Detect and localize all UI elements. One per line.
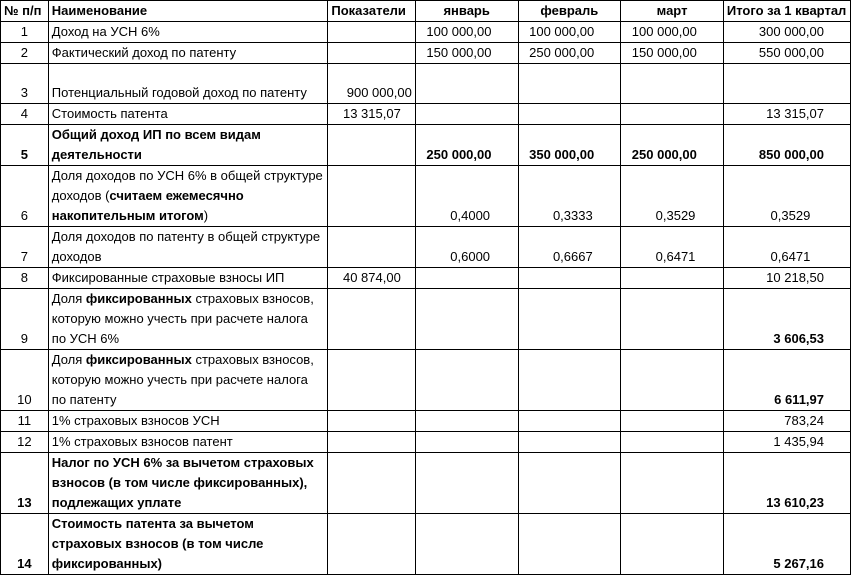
- cell-february[interactable]: [518, 268, 621, 289]
- cell-name[interactable]: Стоимость патента: [48, 104, 328, 125]
- cell-number[interactable]: 4: [1, 104, 49, 125]
- table-row: [1, 411, 851, 432]
- header-row: [1, 1, 851, 22]
- col-header-march[interactable]: март: [621, 1, 724, 22]
- cell-february[interactable]: 350 000,00: [518, 125, 621, 166]
- cell-name[interactable]: Фактический доход по патенту: [48, 43, 328, 64]
- table-row: [1, 64, 851, 104]
- cell-february[interactable]: 0,6667: [518, 227, 621, 268]
- cell-total[interactable]: 6 611,97: [723, 350, 850, 411]
- table-row: [1, 289, 851, 350]
- cell-indicator[interactable]: [328, 432, 415, 453]
- name-emphasis: фиксированных: [85, 352, 192, 367]
- name-text: Доля доходов по УСН 6% в общей структуре доходов (: [51, 168, 323, 203]
- col-header-indicators[interactable]: Показатели: [328, 1, 415, 22]
- cell-february[interactable]: 100 000,00: [518, 22, 621, 43]
- cell-total[interactable]: 850 000,00: [723, 125, 850, 166]
- cell-total[interactable]: 3 606,53: [723, 289, 850, 350]
- cell-march[interactable]: [621, 104, 724, 125]
- cell-indicator[interactable]: [328, 514, 415, 575]
- name-emphasis: фиксированных: [85, 291, 192, 306]
- name-text-end: страховых взносов, которую можно учесть при расчете налога по патенту: [51, 352, 314, 407]
- cell-february[interactable]: [518, 104, 621, 125]
- cell-number[interactable]: 1: [1, 22, 49, 43]
- cell-name[interactable]: Стоимость патента за вычетом страховых взносов (в том числе фиксированных): [48, 514, 328, 575]
- cell-february[interactable]: [518, 289, 621, 350]
- cell-name[interactable]: 1% страховых взносов патент: [48, 432, 328, 453]
- cell-january[interactable]: 150 000,00: [415, 43, 518, 64]
- cell-number[interactable]: 7: [1, 227, 49, 268]
- cell-march[interactable]: 150 000,00: [621, 43, 724, 64]
- cell-name[interactable]: Фиксированные страховые взносы ИП: [48, 268, 328, 289]
- col-header-number[interactable]: № п/п: [1, 1, 49, 22]
- col-header-quarter-total[interactable]: Итого за 1 квартал: [723, 1, 850, 22]
- cell-january[interactable]: [415, 514, 518, 575]
- cell-march[interactable]: 0,3529: [621, 166, 724, 227]
- col-header-february[interactable]: февраль: [518, 1, 621, 22]
- cell-february[interactable]: [518, 350, 621, 411]
- cell-indicator[interactable]: 40 874,00: [328, 268, 415, 289]
- cell-january[interactable]: [415, 64, 518, 104]
- cell-number[interactable]: 8: [1, 268, 49, 289]
- cell-february[interactable]: [518, 64, 621, 104]
- name-emphasis: считаем ежемесячно накопительным итогом: [51, 188, 244, 223]
- cell-february[interactable]: [518, 453, 621, 514]
- cell-february[interactable]: 0,3333: [518, 166, 621, 227]
- cell-march[interactable]: 0,6471: [621, 227, 724, 268]
- cell-indicator[interactable]: [328, 22, 415, 43]
- cell-february[interactable]: [518, 514, 621, 575]
- cell-name[interactable]: Доля доходов по патенту в общей структуре доходов: [48, 227, 328, 268]
- cell-january[interactable]: [415, 411, 518, 432]
- cell-march[interactable]: [621, 432, 724, 453]
- cell-total[interactable]: 783,24: [723, 411, 850, 432]
- table-row: [1, 166, 851, 227]
- cell-january[interactable]: 0,6000: [415, 227, 518, 268]
- cell-indicator[interactable]: [328, 289, 415, 350]
- cell-name[interactable]: [48, 289, 328, 350]
- cell-number[interactable]: 13: [1, 453, 49, 514]
- cell-number[interactable]: 12: [1, 432, 49, 453]
- table-row: [1, 22, 851, 43]
- cell-march[interactable]: 250 000,00: [621, 125, 724, 166]
- cell-total[interactable]: 300 000,00: [723, 22, 850, 43]
- table-row: [1, 432, 851, 453]
- cell-total[interactable]: 550 000,00: [723, 43, 850, 64]
- cell-january[interactable]: [415, 453, 518, 514]
- cell-january[interactable]: [415, 104, 518, 125]
- cell-march[interactable]: [621, 268, 724, 289]
- table-row: [1, 227, 851, 268]
- cell-number[interactable]: 2: [1, 43, 49, 64]
- cell-january[interactable]: [415, 350, 518, 411]
- cell-number[interactable]: 5: [1, 125, 49, 166]
- cell-number[interactable]: 14: [1, 514, 49, 575]
- name-text-end: ): [203, 208, 209, 223]
- cell-total[interactable]: 13 610,23: [723, 453, 850, 514]
- cell-february[interactable]: [518, 432, 621, 453]
- cell-january[interactable]: 250 000,00: [415, 125, 518, 166]
- cell-indicator[interactable]: [328, 453, 415, 514]
- name-text-end: страховых взносов, которую можно учесть при расчете налога по УСН 6%: [51, 291, 314, 346]
- cell-march[interactable]: 100 000,00: [621, 22, 724, 43]
- cell-name[interactable]: [48, 350, 328, 411]
- cell-january[interactable]: [415, 268, 518, 289]
- cell-indicator[interactable]: [328, 350, 415, 411]
- cell-march[interactable]: [621, 453, 724, 514]
- table-row: [1, 43, 851, 64]
- cell-number[interactable]: 6: [1, 166, 49, 227]
- cell-total[interactable]: 0,3529: [723, 166, 850, 227]
- cell-name[interactable]: Потенциальный годовой доход по патенту: [48, 64, 328, 104]
- table-row: [1, 514, 851, 575]
- cell-january[interactable]: 100 000,00: [415, 22, 518, 43]
- cell-march[interactable]: [621, 289, 724, 350]
- cell-total[interactable]: 0,6471: [723, 227, 850, 268]
- name-text: Доля: [51, 352, 86, 367]
- cell-name[interactable]: Доход на УСН 6%: [48, 22, 328, 43]
- table-row: [1, 104, 851, 125]
- cell-total[interactable]: [723, 64, 850, 104]
- cell-name[interactable]: Общий доход ИП по всем видам деятельности: [48, 125, 328, 166]
- col-header-january[interactable]: январь: [415, 1, 518, 22]
- cell-number[interactable]: 3: [1, 64, 49, 104]
- table-row: [1, 268, 851, 289]
- table-row: [1, 125, 851, 166]
- name-text: Доля: [51, 291, 86, 306]
- cell-total[interactable]: 5 267,16: [723, 514, 850, 575]
- cell-total[interactable]: 1 435,94: [723, 432, 850, 453]
- cell-january[interactable]: [415, 289, 518, 350]
- cell-name[interactable]: 1% страховых взносов УСН: [48, 411, 328, 432]
- cell-indicator[interactable]: 900 000,00: [328, 64, 415, 104]
- cell-january[interactable]: 0,4000: [415, 166, 518, 227]
- cell-february[interactable]: [518, 411, 621, 432]
- cell-indicator[interactable]: [328, 166, 415, 227]
- cell-name[interactable]: Налог по УСН 6% за вычетом страховых взносов (в том числе фиксированных), подлежащих уплате: [48, 453, 328, 514]
- cell-number[interactable]: 11: [1, 411, 49, 432]
- cell-number[interactable]: 9: [1, 289, 49, 350]
- cell-march[interactable]: [621, 64, 724, 104]
- cell-january[interactable]: [415, 432, 518, 453]
- cell-indicator[interactable]: [328, 411, 415, 432]
- cell-march[interactable]: [621, 411, 724, 432]
- cell-indicator[interactable]: [328, 227, 415, 268]
- col-header-name[interactable]: Наименование: [48, 1, 328, 22]
- cell-total[interactable]: 10 218,50: [723, 268, 850, 289]
- cell-name[interactable]: [48, 166, 328, 227]
- cell-indicator[interactable]: 13 315,07: [328, 104, 415, 125]
- cell-number[interactable]: 10: [1, 350, 49, 411]
- cell-total[interactable]: 13 315,07: [723, 104, 850, 125]
- cell-indicator[interactable]: [328, 125, 415, 166]
- cell-march[interactable]: [621, 514, 724, 575]
- cell-march[interactable]: [621, 350, 724, 411]
- cell-february[interactable]: 250 000,00: [518, 43, 621, 64]
- table-row: [1, 350, 851, 411]
- table-row: [1, 453, 851, 514]
- cell-indicator[interactable]: [328, 43, 415, 64]
